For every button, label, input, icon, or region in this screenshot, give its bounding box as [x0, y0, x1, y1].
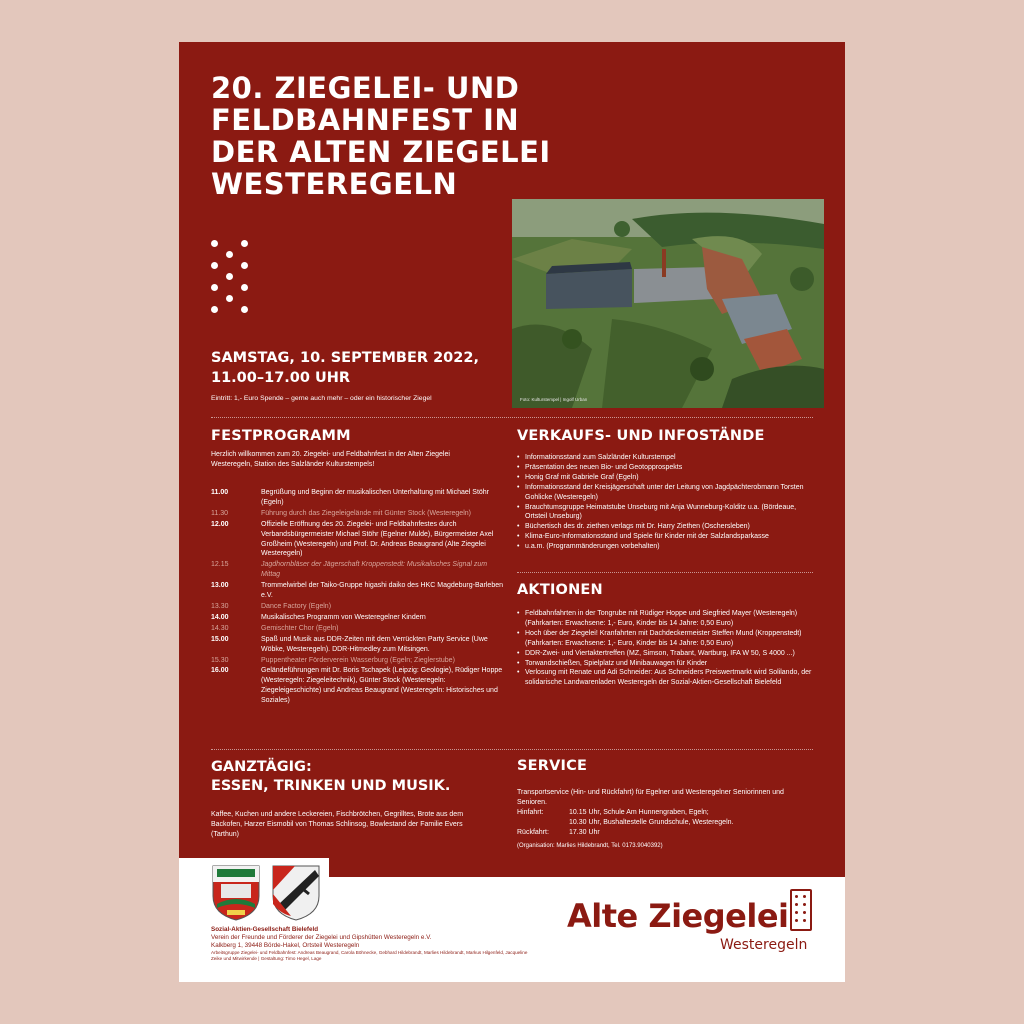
- schedule-time: 15.00: [211, 635, 229, 643]
- schedule-time: 16.00: [211, 667, 229, 675]
- schedule-row: [211, 581, 503, 601]
- list-item: • Honig Graf mit Gabriele Graf (Egeln): [517, 473, 817, 483]
- list-item: • DDR-Zwei- und Viertaktertreffen (MZ, Simson, Trabant, Wartburg, IFA W 50, S 4000 ...): [517, 649, 817, 659]
- schedule-row: [211, 520, 503, 560]
- schedule-time: 13.00: [211, 582, 229, 590]
- hinfahrt-row: [517, 808, 807, 828]
- service-heading: SERVICE: [517, 758, 588, 774]
- footer-credits: [211, 926, 531, 962]
- schedule-row: [211, 624, 503, 634]
- divider: [211, 749, 813, 750]
- rueckfahrt-time: 17.30 Uhr: [569, 828, 600, 836]
- logo-sub: Westeregeln: [720, 937, 808, 953]
- hinfahrt-line: 10.15 Uhr, Schule Am Hunnengraben, Egeln;: [569, 808, 709, 816]
- verkauf-heading: VERKAUFS- UND INFOSTÄNDE: [517, 428, 765, 444]
- list-item: • Büchertisch des dr. ziethen verlags mit Dr. Harry Ziethen (Oschersleben): [517, 522, 817, 532]
- list-item: • Klima-Euro-Informationsstand und Spiele für Kinder mit der Salzlandsparkasse: [517, 532, 817, 542]
- heading-line: ESSEN, TRINKEN UND MUSIK.: [211, 778, 451, 794]
- festprogramm-heading: FESTPROGRAMM: [211, 428, 351, 444]
- footer-credits-small: Arbeitsgruppe Ziegelei- und Feldbahnfest: Andreas Beaugrand, Carola Böhnecke, Gebhard Hildebrandt, Marlies Hildebrandt, Markus Hilgenfeld, Jacqueline Zeike und Mitwirkende | Gestaltung: Timo Hegel, Lage: [211, 950, 528, 961]
- schedule-text: Dance Factory (Egeln): [261, 602, 332, 610]
- footer-line: Sozial-Aktien-Gesellschaft Bielefeld: [211, 926, 319, 933]
- alte-ziegelei-logo: [567, 897, 808, 953]
- footer-line: Verein der Freunde und Förderer der Ziegelei und Gipshütten Westeregeln e.V.: [211, 934, 432, 941]
- brick-icon: [790, 889, 812, 931]
- hinfahrt-line: 10.30 Uhr, Bushaltestelle Grundschule, Westeregeln.: [569, 818, 734, 826]
- schedule-text: Trommelwirbel der Taiko-Gruppe higashi daiko des HKC Magdeburg-Barleben e.V.: [261, 582, 504, 600]
- schedule-row: [211, 560, 503, 580]
- schedule-text: Puppentheater Förderverein Wasserburg (Egeln; Zieglerstube): [261, 656, 455, 664]
- date-line: SAMSTAG, 10. SEPTEMBER 2022,: [211, 350, 479, 366]
- schedule-text: Spaß und Musik aus DDR-Zeiten mit dem Verrückten Party Service (Uwe Wöbke, Westeregeln). DDR-Hitmedley zum Mitsingen.: [261, 635, 488, 653]
- list-item: • Brauchtumsgruppe Heimatstube Unseburg mit Anja Wunneburg-Kolditz u.a. (Bördeaue, Ortsteil Unseburg): [517, 503, 817, 523]
- poster-title: [211, 72, 571, 200]
- schedule-row: [211, 635, 503, 655]
- ganztaegig-heading: [211, 758, 450, 796]
- list-item: • Informationsstand zum Salzländer Kulturstempel: [517, 453, 817, 463]
- photo-credit: Foto: Kulturstempel | Ingolf Urban: [520, 397, 588, 402]
- service-text: Transportservice (Hin- und Rückfahrt) für Egelner und Westeregelner Seniorinnen und Senioren.: [517, 789, 784, 806]
- schedule-text: Musikalisches Programm von Westeregelner Kindern: [261, 613, 426, 621]
- festprogramm-intro: Herzlich willkommen zum 20. Ziegelei- und Feldbahnfest in der Alten Ziegelei Westeregeln, Station des Salzländer Kulturstempels!: [211, 451, 450, 468]
- schedule-text: Offizielle Eröffnung des 20. Ziegelei- und Feldbahnfestes durch Verbandsbürgermeister Michael Stöhr (Egelner Mulde), Bürgermeister Axel Großheim (Westeregeln) und Prof. Dr. Andreas Beaugrand (Alte Ziegelei Westeregeln): [261, 520, 494, 558]
- aktionen-heading: AKTIONEN: [517, 582, 603, 598]
- aerial-photo: [512, 199, 824, 408]
- schedule-time: 14.30: [211, 624, 229, 632]
- heading-line: GANZTÄGIG:: [211, 759, 312, 775]
- divider: [211, 417, 813, 418]
- hinfahrt-times: [569, 808, 733, 828]
- title-line: DER ALTEN ZIEGELEI: [211, 135, 551, 169]
- schedule-row: [211, 666, 503, 706]
- schedule-text: Geländeführungen mit Dr. Boris Tschapek (Leipzig: Geologie), Rüdiger Hoppe (Westeregeln: Ziegeleitechnik), Günter Stock (Westeregeln: Ziegeleigeschichte) und Andreas Beaugrand (Westeregeln: Historisches und Soziales): [261, 667, 503, 705]
- list-item: • Verlosung mit Renate und Adi Schneider: Aus Schneiders Preiswertmarkt wird Solilando, der solidarische Landwarenladen Westeregeln der Sozial-Aktien-Gesellschaft Bielefeld: [517, 668, 817, 688]
- list-item: • u.a.m. (Programmänderungen vorbehalten): [517, 542, 817, 552]
- schedule-time: 14.00: [211, 613, 229, 621]
- schedule-text: Jagdhornbläser der Jägerschaft Kroppenstedt: Musikalisches Signal zum Mittag: [261, 561, 488, 579]
- logo-main: Alte Ziegelei: [567, 897, 789, 935]
- divider: [517, 572, 813, 573]
- schedule-text: Gemischter Chor (Egeln): [261, 624, 339, 632]
- list-item: • Feldbahnfahrten in der Tongrube mit Rüdiger Hoppe und Siegfried Mayer (Westeregeln) (Fahrkarten: Erwachsene: 1,- Euro, Kinder bis 14 Jahre: 0,50 Euro): [517, 609, 817, 629]
- schedule-text: Führung durch das Ziegeleigelände mit Günter Stock (Westeregeln): [261, 509, 471, 517]
- rueckfahrt-row: [517, 828, 807, 838]
- schedule-row: [211, 613, 503, 623]
- verkauf-list: [517, 453, 817, 552]
- schedule-time: 11.30: [211, 509, 228, 517]
- aktionen-list: [517, 609, 817, 688]
- schedule-row: [211, 509, 503, 519]
- schedule-time: 12.00: [211, 520, 229, 528]
- entry-fee: Eintritt: 1,- Euro Spende – gerne auch mehr – oder ein historischer Ziegel: [211, 395, 432, 402]
- westeregeln-crest-icon: [211, 864, 261, 922]
- time-line: 11.00–17.00 UHR: [211, 370, 351, 386]
- decorative-dots-icon: [211, 240, 251, 315]
- schedule-row: [211, 656, 503, 666]
- schedule: [211, 488, 503, 706]
- schedule-time: 13.30: [211, 602, 229, 610]
- hinfahrt-label: Hinfahrt:: [517, 808, 544, 816]
- schedule-row: [211, 488, 503, 508]
- schedule-row: [211, 602, 503, 612]
- rueckfahrt-label: Rückfahrt:: [517, 828, 549, 836]
- boerde-hakel-crest-icon: [271, 864, 321, 922]
- event-date: [211, 348, 479, 388]
- title-line: FELDBAHNFEST IN: [211, 103, 520, 137]
- poster: [179, 42, 845, 982]
- schedule-time: 11.00: [211, 489, 229, 496]
- schedule-time: 12.15: [211, 561, 229, 569]
- schedule-time: 15.30: [211, 656, 229, 664]
- list-item: • Informationsstand der Kreisjägerschaft unter der Leitung von Jagdpächterobmann Torsten Gohlicke (Westeregeln): [517, 483, 817, 503]
- list-item: • Hoch über der Ziegelei! Kranfahrten mit Dachdeckermeister Steffen Mund (Kroppenstedt) (Fahrkarten: Erwachsene: 1,- Euro, Kinder bis 14 Jahre: 0,50 Euro): [517, 629, 817, 649]
- schedule-text: Begrüßung und Beginn der musikalischen Unterhaltung mit Michael Stöhr (Egeln): [261, 489, 490, 506]
- service-block: [517, 788, 807, 851]
- footer-line: Kalkberg 1, 39448 Börde-Hakel, Ortsteil Westeregeln: [211, 942, 360, 949]
- service-organisation: (Organisation: Marlies Hildebrandt, Tel. 0173.9040392): [517, 842, 663, 849]
- ganztaegig-text: Kaffee, Kuchen und andere Leckereien, Fischbrötchen, Gegrilltes, Brote aus dem Backofen, Harzer Eismobil von Thomas Schlinsog, Bowlestand der Familie Evers (Tarthun): [211, 811, 464, 838]
- list-item: • Torwandschießen, Spielplatz und Minibauwagen für Kinder: [517, 659, 817, 669]
- list-item: • Präsentation des neuen Bio- und Geotopprospekts: [517, 463, 817, 473]
- title-line: WESTEREGELN: [211, 167, 458, 201]
- title-line: 20. ZIEGELEI- UND: [211, 71, 520, 105]
